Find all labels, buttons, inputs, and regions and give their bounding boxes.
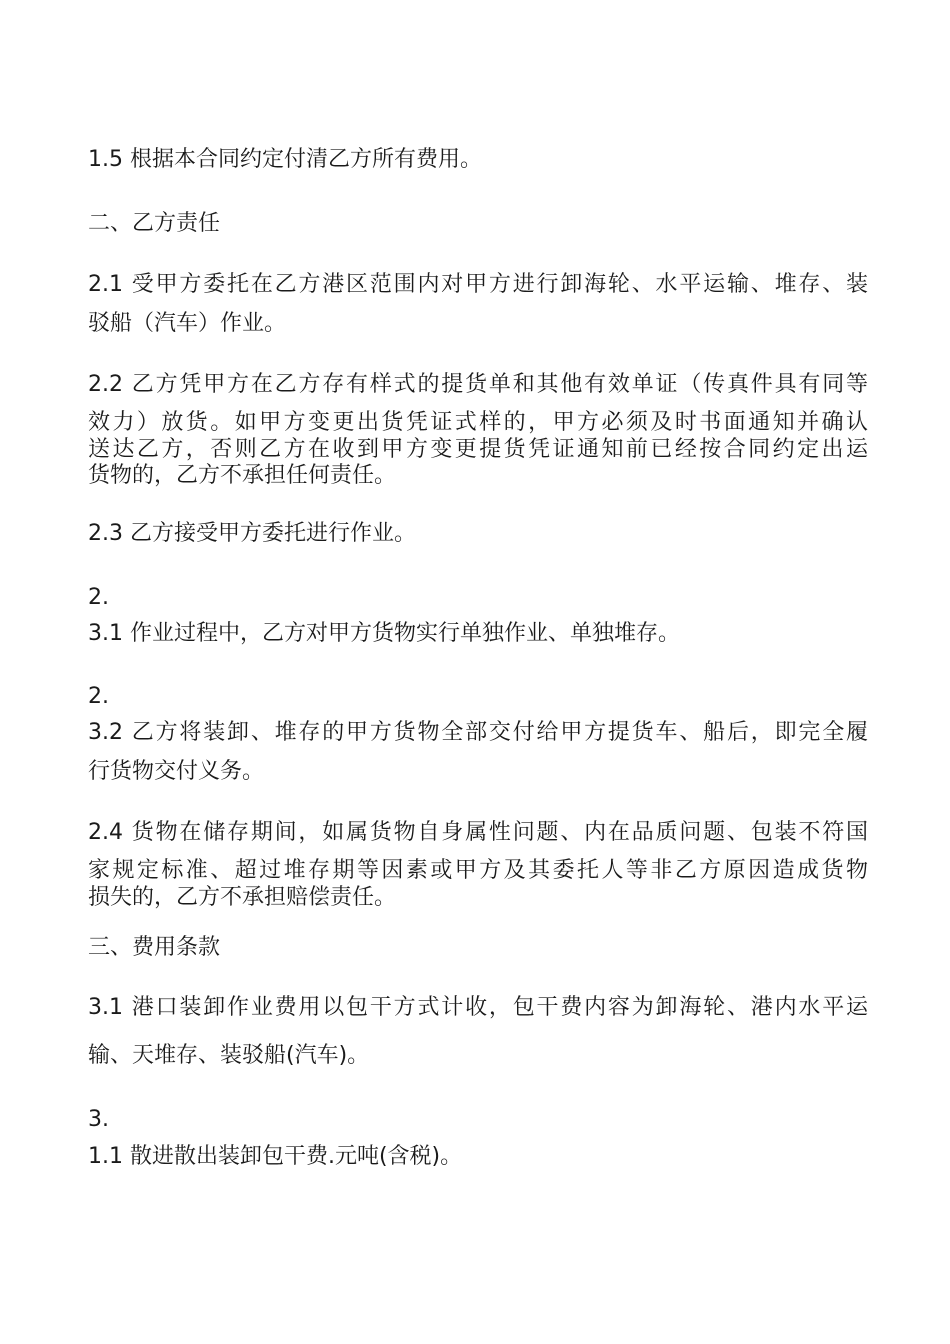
clause-number-fragment-3: 3. bbox=[88, 1107, 109, 1132]
section-heading-3: 三、费用条款 bbox=[88, 935, 221, 960]
clause-2-2-line-1: 2.2 乙方凭甲方在乙方存有样式的提货单和其他有效单证（传真件具有同等 bbox=[88, 372, 868, 397]
clause-2-4-line-3: 损失的，乙方不承担赔偿责任。 bbox=[88, 885, 397, 910]
clause-3-2-line-1: 3.2 乙方将装卸、堆存的甲方货物全部交付给甲方提货车、船后，即完全履 bbox=[88, 720, 868, 745]
clause-2-4-line-2: 家规定标准、超过堆存期等因素或甲方及其委托人等非乙方原因造成货物 bbox=[88, 858, 868, 883]
clause-2-3: 2.3 乙方接受甲方委托进行作业。 bbox=[88, 521, 416, 546]
clause-2-4-line-1: 2.4 货物在储存期间，如属货物自身属性问题、内在品质问题、包装不符国 bbox=[88, 820, 868, 845]
clause-2-2-line-2: 效力）放货。如甲方变更出货凭证式样的，甲方必须及时书面通知并确认 bbox=[88, 410, 868, 435]
clause-2-2-line-4: 货物的，乙方不承担任何责任。 bbox=[88, 463, 397, 488]
clause-3-1-fee-line-1: 3.1 港口装卸作业费用以包干方式计收，包干费内容为卸海轮、港内水平运 bbox=[88, 995, 868, 1020]
clause-1-1-fee: 1.1 散进散出装卸包干费.元吨(含税)。 bbox=[88, 1144, 463, 1169]
clause-3-1: 3.1 作业过程中，乙方对甲方货物实行单独作业、单独堆存。 bbox=[88, 621, 680, 646]
clause-2-1-line-2: 驳船（汽车）作业。 bbox=[88, 311, 287, 336]
clause-number-fragment-2: 2. bbox=[88, 684, 109, 709]
clause-3-2-line-2: 行货物交付义务。 bbox=[88, 759, 265, 784]
clause-1-5: 1.5 根据本合同约定付清乙方所有费用。 bbox=[88, 147, 482, 172]
section-heading-2: 二、乙方责任 bbox=[88, 211, 221, 236]
clause-3-1-fee-line-2: 输、天堆存、装驳船(汽车)。 bbox=[88, 1043, 370, 1068]
clause-2-1-line-1: 2.1 受甲方委托在乙方港区范围内对甲方进行卸海轮、水平运输、堆存、装 bbox=[88, 272, 868, 297]
clause-2-2-line-3: 送达乙方，否则乙方在收到甲方变更提货凭证通知前已经按合同约定出运 bbox=[88, 437, 868, 462]
clause-number-fragment-1: 2. bbox=[88, 585, 109, 610]
